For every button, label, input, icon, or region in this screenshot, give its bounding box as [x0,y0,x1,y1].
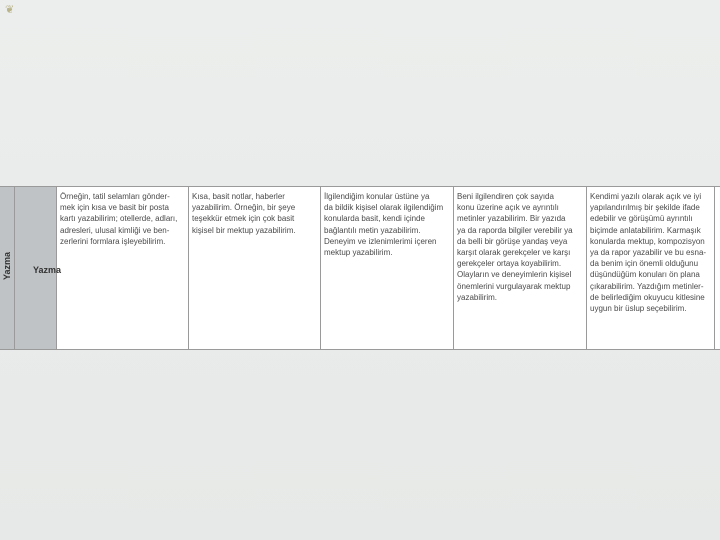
level-cell-5: Kendimi yazılı olarak açık ve iyi yapılandırılmış bir şekilde ifade edebilir ve görüşümü ayrıntılı biçimde anlatabilirim. Karmaşık konularda mektup, kompozisyon ya da rapor yazabilir ve bu esna- da benim için önemli olduğunu düşündüğüm konuları ön plana çıkarabilirim. Yazdığım metinler- de belirlediğim okuyucu kitlesine uygun bir üslup seçebilirim. [587,187,715,349]
ornament-bullet-icon: ❦ [5,4,15,16]
sub-skill-column [15,187,62,349]
level-cell-4: Beni ilgilendiren çok sayıda konu üzerine açık ve ayrıntılı metinler yazabilirim. Bir yazıda ya da raporda bilgiler verebilir ya da belli bir görüşe yandaş veya karşıt olarak gerekçeler ve karşı gerekçeler ortaya koyabilirim. Olayların ve deneyimlerin kişisel önemlerini vurgulayarak mektup yazabilirim. [454,187,587,349]
level-cell-2: Kısa, basit notlar, haberler yazabilirim. Örneğin, bir şeye teşekkür etmek için çok basit kişisel bir mektup yazabilirim. [189,187,321,349]
level-cell-1: Örneğin, tatil selamları gönder- mek için kısa ve basit bir posta kartı yazabilirim; otellerde, adları, adresleri, ulusal kimliği ve ben- zerlerini formlara işleyebilirim. [57,187,189,349]
cefr-writing-table [0,186,720,350]
level-cell-3: İlgilendiğim konular üstüne ya da bildik kişisel olarak ilgilendiğim konularda basit, kendi içinde bağlantılı metin yazabilirim. Deneyim ve izlenimlerimi içeren mektup yazabilirim. [321,187,454,349]
skill-label: Yazma [2,251,12,281]
sub-skill-label: Yazma [33,265,62,275]
